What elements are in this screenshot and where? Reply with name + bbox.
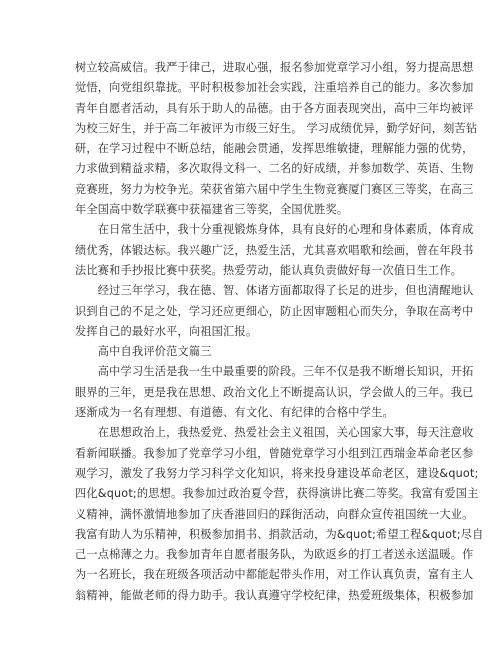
text-line: 四化&quot;的思想。我参加过政治夏令营，获得演讲比赛二等奖。我富有爱国主: [75, 487, 479, 501]
text-line: 己一点棉薄之力。我参加青年自愿者服务队，为欧返乡的打工者送永送温暖。作: [75, 548, 474, 562]
text-line: 竞赛班，努力为校争光。荣获省第六届中学生生物竞赛厦门赛区三等奖，在高三: [75, 182, 474, 196]
text-line: 在思想政治上，我热爱党、热爱社会主义祖国，关心国家大事，每天注意收: [75, 426, 474, 440]
text-line: 青年自愿者活动，具有乐于助人的品德。由于各方面表现突出，高中三年均被评: [75, 101, 474, 115]
text-line: 为一名班长，我在班级各项活动中都能起带头作用，对工作认真负责，富有主人: [75, 568, 474, 582]
text-line: 逐渐成为一名有理想、有道德、有文化、有纪律的合格中学生。: [75, 406, 394, 420]
section-heading: 高中自我评价范文篇三: [75, 345, 212, 359]
text-line: 翁精神，能做老师的得力助手。我认真遵守学校纪律，热爱班级集体，积极参加: [75, 588, 474, 602]
text-line: 绩优秀，体锻达标。我兴趣广泛，热爱生活，尤其喜欢唱歌和绘画，曾在年段书: [75, 243, 474, 257]
text-line: 年全国高中数学联赛中获福建省三等奖，全国优胜奖。: [75, 203, 349, 217]
text-line: 树立较高威信。我严于律己，进取心强，报名参加党章学习小组，努力提高思想: [75, 61, 474, 74]
text-line: 看新闻联播。我参加了党章学习小组，曾随党章学习小组到江西瑞金革命老区参: [75, 446, 474, 460]
text-line: 觉悟，向党组织靠拢。平时积极参加社会实践，注重培养自己的能力。多次参加: [75, 81, 474, 95]
text-line: 高中学习生活是我一生中最重要的阶段。三年不仅是我不断增长知识，开拓: [75, 365, 474, 379]
text-line: 眼界的三年，更是我在思想、政治文化上不断提高认识，学会做人的三年。我已: [75, 385, 474, 399]
document-page: [75, 58, 484, 606]
text-line: 我富有助人为乐精神，积极参加捐书、捐款活动，为&quot;希望工程&quot;尽自: [75, 527, 484, 541]
text-line: 发挥自己的最好水平，向祖国汇报。: [75, 324, 258, 338]
text-line: 在日常生活中，我十分重视锻炼身体，具有良好的心理和身体素质，体育成: [75, 223, 474, 237]
text-line: 观学习，激发了我努力学习科学文化知识，将来投身建设革命老区，建设&quot;: [75, 466, 479, 480]
text-line: 识到自己的不足之处，学习还应更细心，防止因审题粗心而失分，争取在高考中: [75, 304, 474, 318]
text-line: 经过三年学习，我在德、智、体诸方面都取得了长足的进步，但也清醒地认: [75, 284, 474, 298]
text-line: 为校三好生，并于高二年被评为市级三好生。 学习成绩优异，勤学好问，刻苦钻: [75, 121, 478, 135]
text-line: 力求做到精益求精，多次取得文科一、二名的好成绩，并参加数学、英语、生物: [75, 162, 474, 176]
text-line: 义精神，满怀激情地参加了庆香港回归的踩街活动，向群众宣传祖国统一大业。: [75, 507, 474, 521]
text-line: 研，在学习过程中不断总结，能融会贯通，发挥思维敏捷，理解能力强的优势，: [75, 142, 474, 156]
text-line: 法比赛和手抄报比赛中获奖。热爱劳动，能认真负责做好每一次值日生工作。: [75, 263, 463, 277]
